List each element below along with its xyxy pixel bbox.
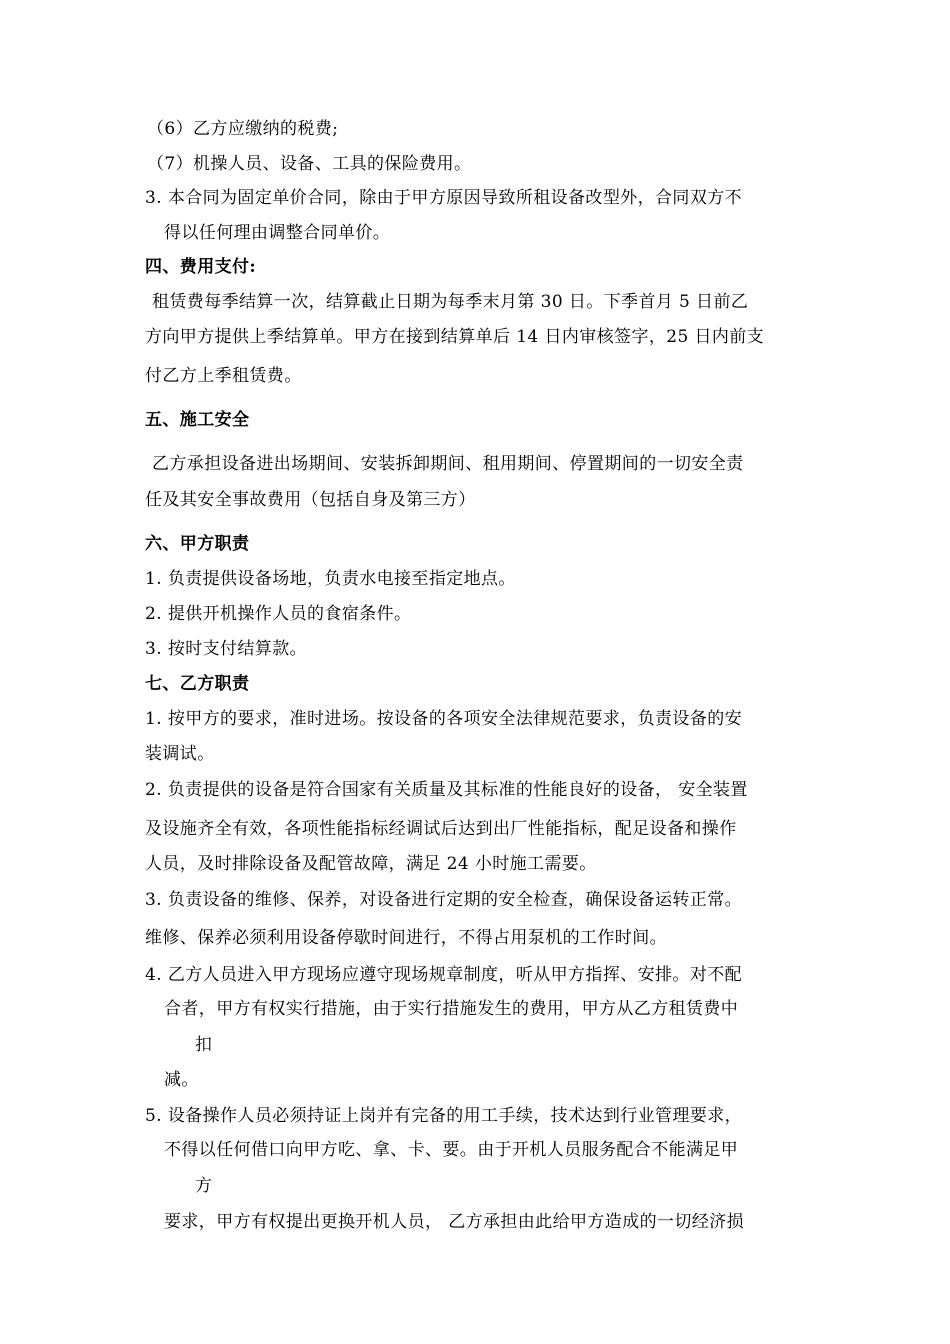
section-heading-payment: 四、费用支付:: [145, 257, 257, 277]
party-b-duty-5-line-2: 不得以任何借口向甲方吃、拿、卡、要。由于开机人员服务配合不能满足甲: [164, 1140, 739, 1160]
section-heading-party-b-duties: 七、乙方职责: [145, 674, 250, 694]
party-b-duty-5-line-1: 5. 设备操作人员必须持证上岗并有完备的用工手续，技术达到行业管理要求，: [145, 1106, 743, 1126]
party-b-duty-2-line-2: 及设施齐全有效，各项性能指标经调试后达到出厂性能指标，配足设备和操作: [145, 819, 737, 839]
clause-3-line-1: 3. 本合同为固定单价合同，除由于甲方原因导致所租设备改型外，合同双方不: [145, 188, 743, 208]
party-b-duty-5-line-4: 要求，甲方有权提出更换开机人员， 乙方承担由此给甲方造成的一切经济损: [164, 1212, 745, 1232]
party-b-duty-4-line-3: 扣: [195, 1035, 213, 1055]
party-b-duty-3-line-2: 维修、保养必须利用设备停歇时间进行，不得占用泵机的工作时间。: [145, 928, 667, 948]
party-b-duty-1-line-1: 1. 按甲方的要求，准时进场。按设备的各项安全法律规范要求，负责设备的安: [145, 709, 743, 729]
party-b-duty-5-line-3: 方: [195, 1176, 213, 1196]
party-b-duty-4-line-2: 合者，甲方有权实行措施，由于实行措施发生的费用，甲方从乙方租赁费中: [164, 999, 739, 1019]
payment-paragraph-line-2: 方向甲方提供上季结算单。甲方在接到结算单后 14 日内审核签字，25 日内前支: [145, 327, 765, 347]
section-heading-safety: 五、施工安全: [145, 410, 250, 430]
tax-item-line: （6）乙方应缴纳的税费;: [147, 119, 339, 139]
party-b-duty-2-line-3: 人员，及时排除设备及配管故障，满足 24 小时施工需要。: [145, 854, 597, 874]
party-b-duty-2-line-1: 2. 负责提供的设备是符合国家有关质量及其标准的性能良好的设备， 安全装置: [145, 780, 748, 800]
party-b-duty-1-line-2: 装调试。: [145, 744, 215, 764]
party-a-duty-3: 3. 按时支付结算款。: [145, 639, 308, 659]
clause-3-line-2: 得以任何理由调整合同单价。: [164, 223, 391, 243]
safety-paragraph-line-1: 乙方承担设备进出场期间、安装拆卸期间、租用期间、停置期间的一切安全责: [152, 454, 744, 474]
party-b-duty-4-line-1: 4. 乙方人员进入甲方现场应遵守现场规章制度，听从甲方指挥、安排。对不配: [145, 965, 743, 985]
section-heading-party-a-duties: 六、甲方职责: [145, 534, 250, 554]
party-b-duty-4-line-4: 减。: [164, 1070, 199, 1090]
party-a-duty-1: 1. 负责提供设备场地，负责水电接至指定地点。: [145, 569, 516, 589]
safety-paragraph-line-2: 任及其安全事故费用（包括自身及第三方）: [145, 490, 476, 510]
party-a-duty-2: 2. 提供开机操作人员的食宿条件。: [145, 604, 412, 624]
insurance-item-line: （7）机操人员、设备、工具的保险费用。: [147, 154, 472, 174]
payment-paragraph-line-3: 付乙方上季租赁费。: [145, 366, 302, 386]
payment-paragraph-line-1: 租赁费每季结算一次，结算截止日期为每季末月第 30 日。下季首月 5 日前乙: [152, 292, 749, 312]
party-b-duty-3-line-1: 3. 负责设备的维修、保养，对设备进行定期的安全检查，确保设备运转正常。: [145, 890, 743, 910]
